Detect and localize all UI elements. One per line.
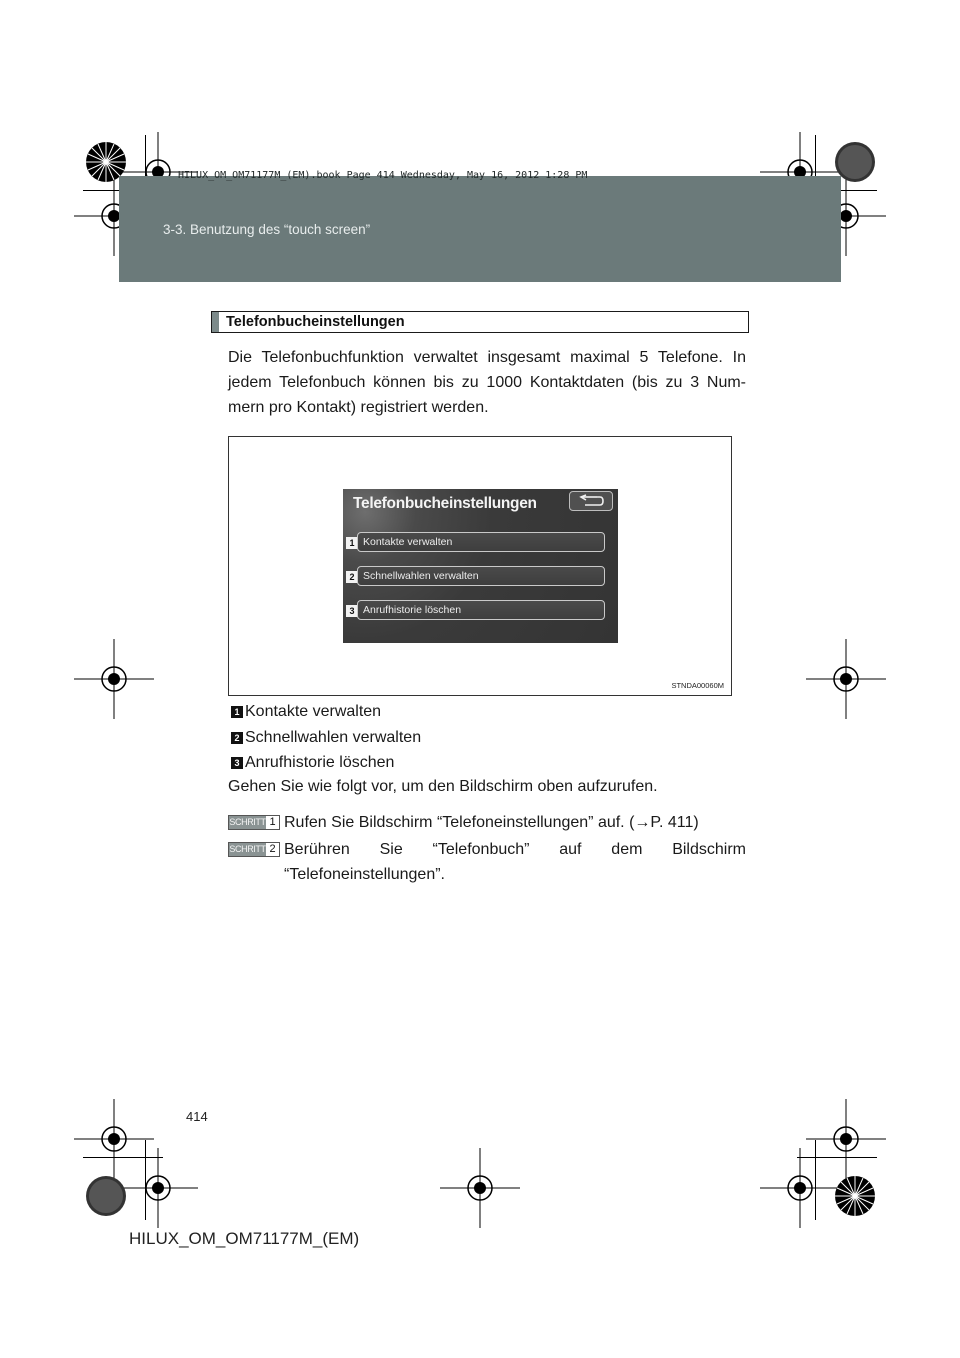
back-button[interactable] bbox=[569, 491, 613, 511]
button-label: Schnellwahlen verwalten bbox=[363, 570, 479, 582]
kontakte-verwalten-button[interactable] bbox=[357, 532, 605, 552]
touch-screen-image bbox=[343, 489, 618, 643]
screen-title: Telefonbucheinstellungen bbox=[353, 495, 537, 512]
procedure-intro: Gehen Sie wie folgt vor, um den Bildschirm oben aufzurufen. bbox=[228, 778, 658, 795]
callout-number: 2 bbox=[346, 571, 358, 583]
heading-text: Telefonbucheinstellungen bbox=[226, 314, 405, 330]
legend-number: 2 bbox=[231, 732, 243, 744]
book-stamp: HILUX_OM_OM71177M_(EM).book Page 414 Wednesday, May 16, 2012 1:28 PM bbox=[178, 170, 588, 181]
section-heading bbox=[211, 311, 749, 333]
legend-text: Schnellwahlen verwalten bbox=[245, 729, 422, 746]
legend-item bbox=[231, 754, 394, 772]
intro-paragraph: Die Telefonbuchfunktion verwaltet insgesamt maximal 5 Telefone. In jedem Telefonbuch können bis zu 1000 Kontaktdaten (bis zu 3 Num-mern pro Kontakt) registriert werden. bbox=[228, 349, 746, 416]
legend-item bbox=[231, 729, 421, 747]
legend-text: Anrufhistorie löschen bbox=[245, 754, 395, 771]
callout-number: 3 bbox=[346, 605, 358, 617]
anrufhistorie-loeschen-button[interactable] bbox=[357, 600, 605, 620]
document-id: HILUX_OM_OM71177M_(EM) bbox=[129, 1229, 360, 1248]
button-label: Kontakte verwalten bbox=[363, 536, 453, 548]
legend-text: Kontakte verwalten bbox=[245, 703, 382, 720]
page-number: 414 bbox=[186, 1109, 208, 1124]
legend-number: 1 bbox=[231, 706, 243, 718]
legend-item bbox=[231, 703, 381, 721]
section-title: 3-3. Benutzung des “touch screen” bbox=[163, 222, 371, 237]
registration-mark-icon bbox=[74, 639, 154, 719]
schnellwahlen-verwalten-button[interactable] bbox=[357, 566, 605, 586]
step-badge bbox=[228, 842, 280, 857]
sunburst-mark-icon bbox=[815, 1156, 895, 1236]
registration-mark-icon bbox=[806, 639, 886, 719]
button-label: Anrufhistorie löschen bbox=[363, 604, 462, 616]
step-text: Rufen Sie Bildschirm “Telefoneinstellungen” auf. (→P. 411) bbox=[284, 814, 699, 831]
return-arrow-icon bbox=[570, 492, 612, 510]
sunburst-mark-icon bbox=[66, 1156, 146, 1236]
figure-code: STNDA00060M bbox=[671, 681, 724, 690]
callout-number: 1 bbox=[346, 537, 358, 549]
heading-accent-bar bbox=[212, 312, 219, 332]
step-number: 1 bbox=[269, 816, 276, 828]
step-label: SCHRITT bbox=[229, 844, 266, 854]
legend-number: 3 bbox=[231, 757, 243, 769]
registration-mark-icon bbox=[440, 1148, 520, 1228]
step-badge bbox=[228, 815, 280, 830]
step-label: SCHRITT bbox=[229, 817, 266, 827]
step-number: 2 bbox=[269, 843, 276, 855]
figure bbox=[228, 436, 732, 696]
step-text: Berühren Sie “Telefonbuch” auf dem Bildschirm “Telefoneinstellungen”. bbox=[284, 841, 746, 883]
